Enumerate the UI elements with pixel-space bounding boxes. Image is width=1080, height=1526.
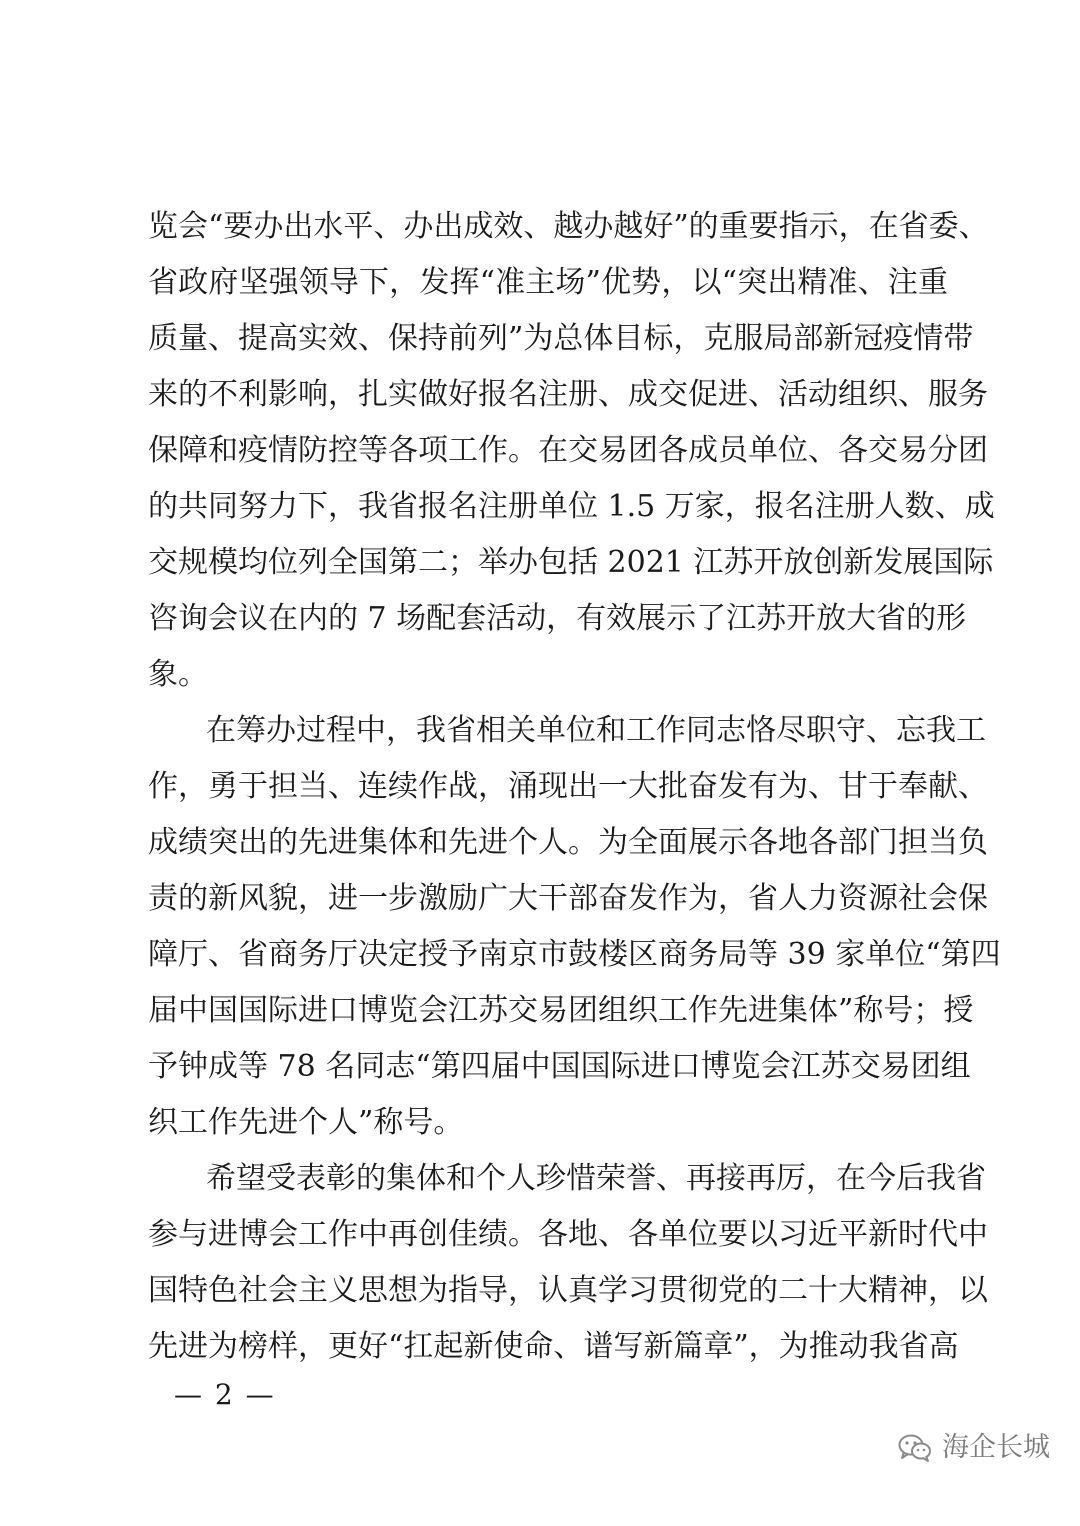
- paragraph-1-line-7: 交规模均位列全国第二；举办包括 2021 江苏开放创新发展国际: [148, 545, 994, 580]
- paragraph-3-line-4: 先进为榜样，更好“扛起新使命、谱写新篇章”，为推动我省高: [148, 1329, 959, 1364]
- watermark: [898, 1428, 1050, 1468]
- paragraph-3-line-3: 国特色社会主义思想为指导，认真学习贯彻党的二十大精神，以: [148, 1273, 988, 1308]
- paragraph-2-line-3: 成绩突出的先进集体和先进个人。为全面展示各地各部门担当负: [148, 825, 988, 860]
- paragraph-1-line-9: 象。: [148, 657, 208, 692]
- paragraph-1-line-6: 的共同努力下，我省报名注册单位 1.5 万家，报名注册人数、成: [148, 489, 995, 524]
- watermark-text: 海企长城: [942, 1432, 1050, 1463]
- paragraph-2-line-5: 障厅、省商务厅决定授予南京市鼓楼区商务局等 39 家单位“第四: [148, 937, 1001, 972]
- paragraph-1-line-3: 质量、提高实效、保持前列”为总体目标，克服局部新冠疫情带: [148, 321, 974, 356]
- paragraph-2-line-2: 作，勇于担当、连续作战，涌现出一大批奋发有为、甘于奉献、: [148, 769, 988, 804]
- paragraph-1-line-8: 咨询会议在内的 7 场配套活动，有效展示了江苏开放大省的形: [148, 601, 967, 636]
- paragraph-1-line-1: 览会“要办出水平、办出成效、越办越好”的重要指示，在省委、: [148, 209, 989, 244]
- paragraph-2-line-4: 责的新风貌，进一步激励广大干部奋发作为，省人力资源社会保: [148, 881, 988, 916]
- paragraph-2-line-8: 织工作先进个人”称号。: [148, 1105, 464, 1140]
- paragraph-2-line-1: 在筹办过程中，我省相关单位和工作同志恪尽职守、忘我工: [206, 713, 986, 748]
- paragraph-2-line-6: 届中国国际进口博览会江苏交易团组织工作先进集体”称号；授: [148, 993, 974, 1028]
- paragraph-1-line-5: 保障和疫情防控等各项工作。在交易团各成员单位、各交易分团: [148, 433, 988, 468]
- wechat-icon: [898, 1433, 932, 1463]
- paragraph-2-line-7: 予钟成等 78 名同志“第四届中国国际进口博览会江苏交易团组: [148, 1049, 971, 1084]
- paragraph-1-line-2: 省政府坚强领导下，发挥“准主场”优势，以“突出精准、注重: [148, 265, 948, 300]
- paragraph-3-line-2: 参与进博会工作中再创佳绩。各地、各单位要以习近平新时代中: [148, 1217, 988, 1252]
- paragraph-1-line-4: 来的不利影响，扎实做好报名注册、成交促进、活动组织、服务: [148, 377, 988, 412]
- page-number: — 2 —: [174, 1378, 276, 1411]
- paragraph-3-line-1: 希望受表彰的集体和个人珍惜荣誉、再接再厉，在今后我省: [206, 1161, 986, 1196]
